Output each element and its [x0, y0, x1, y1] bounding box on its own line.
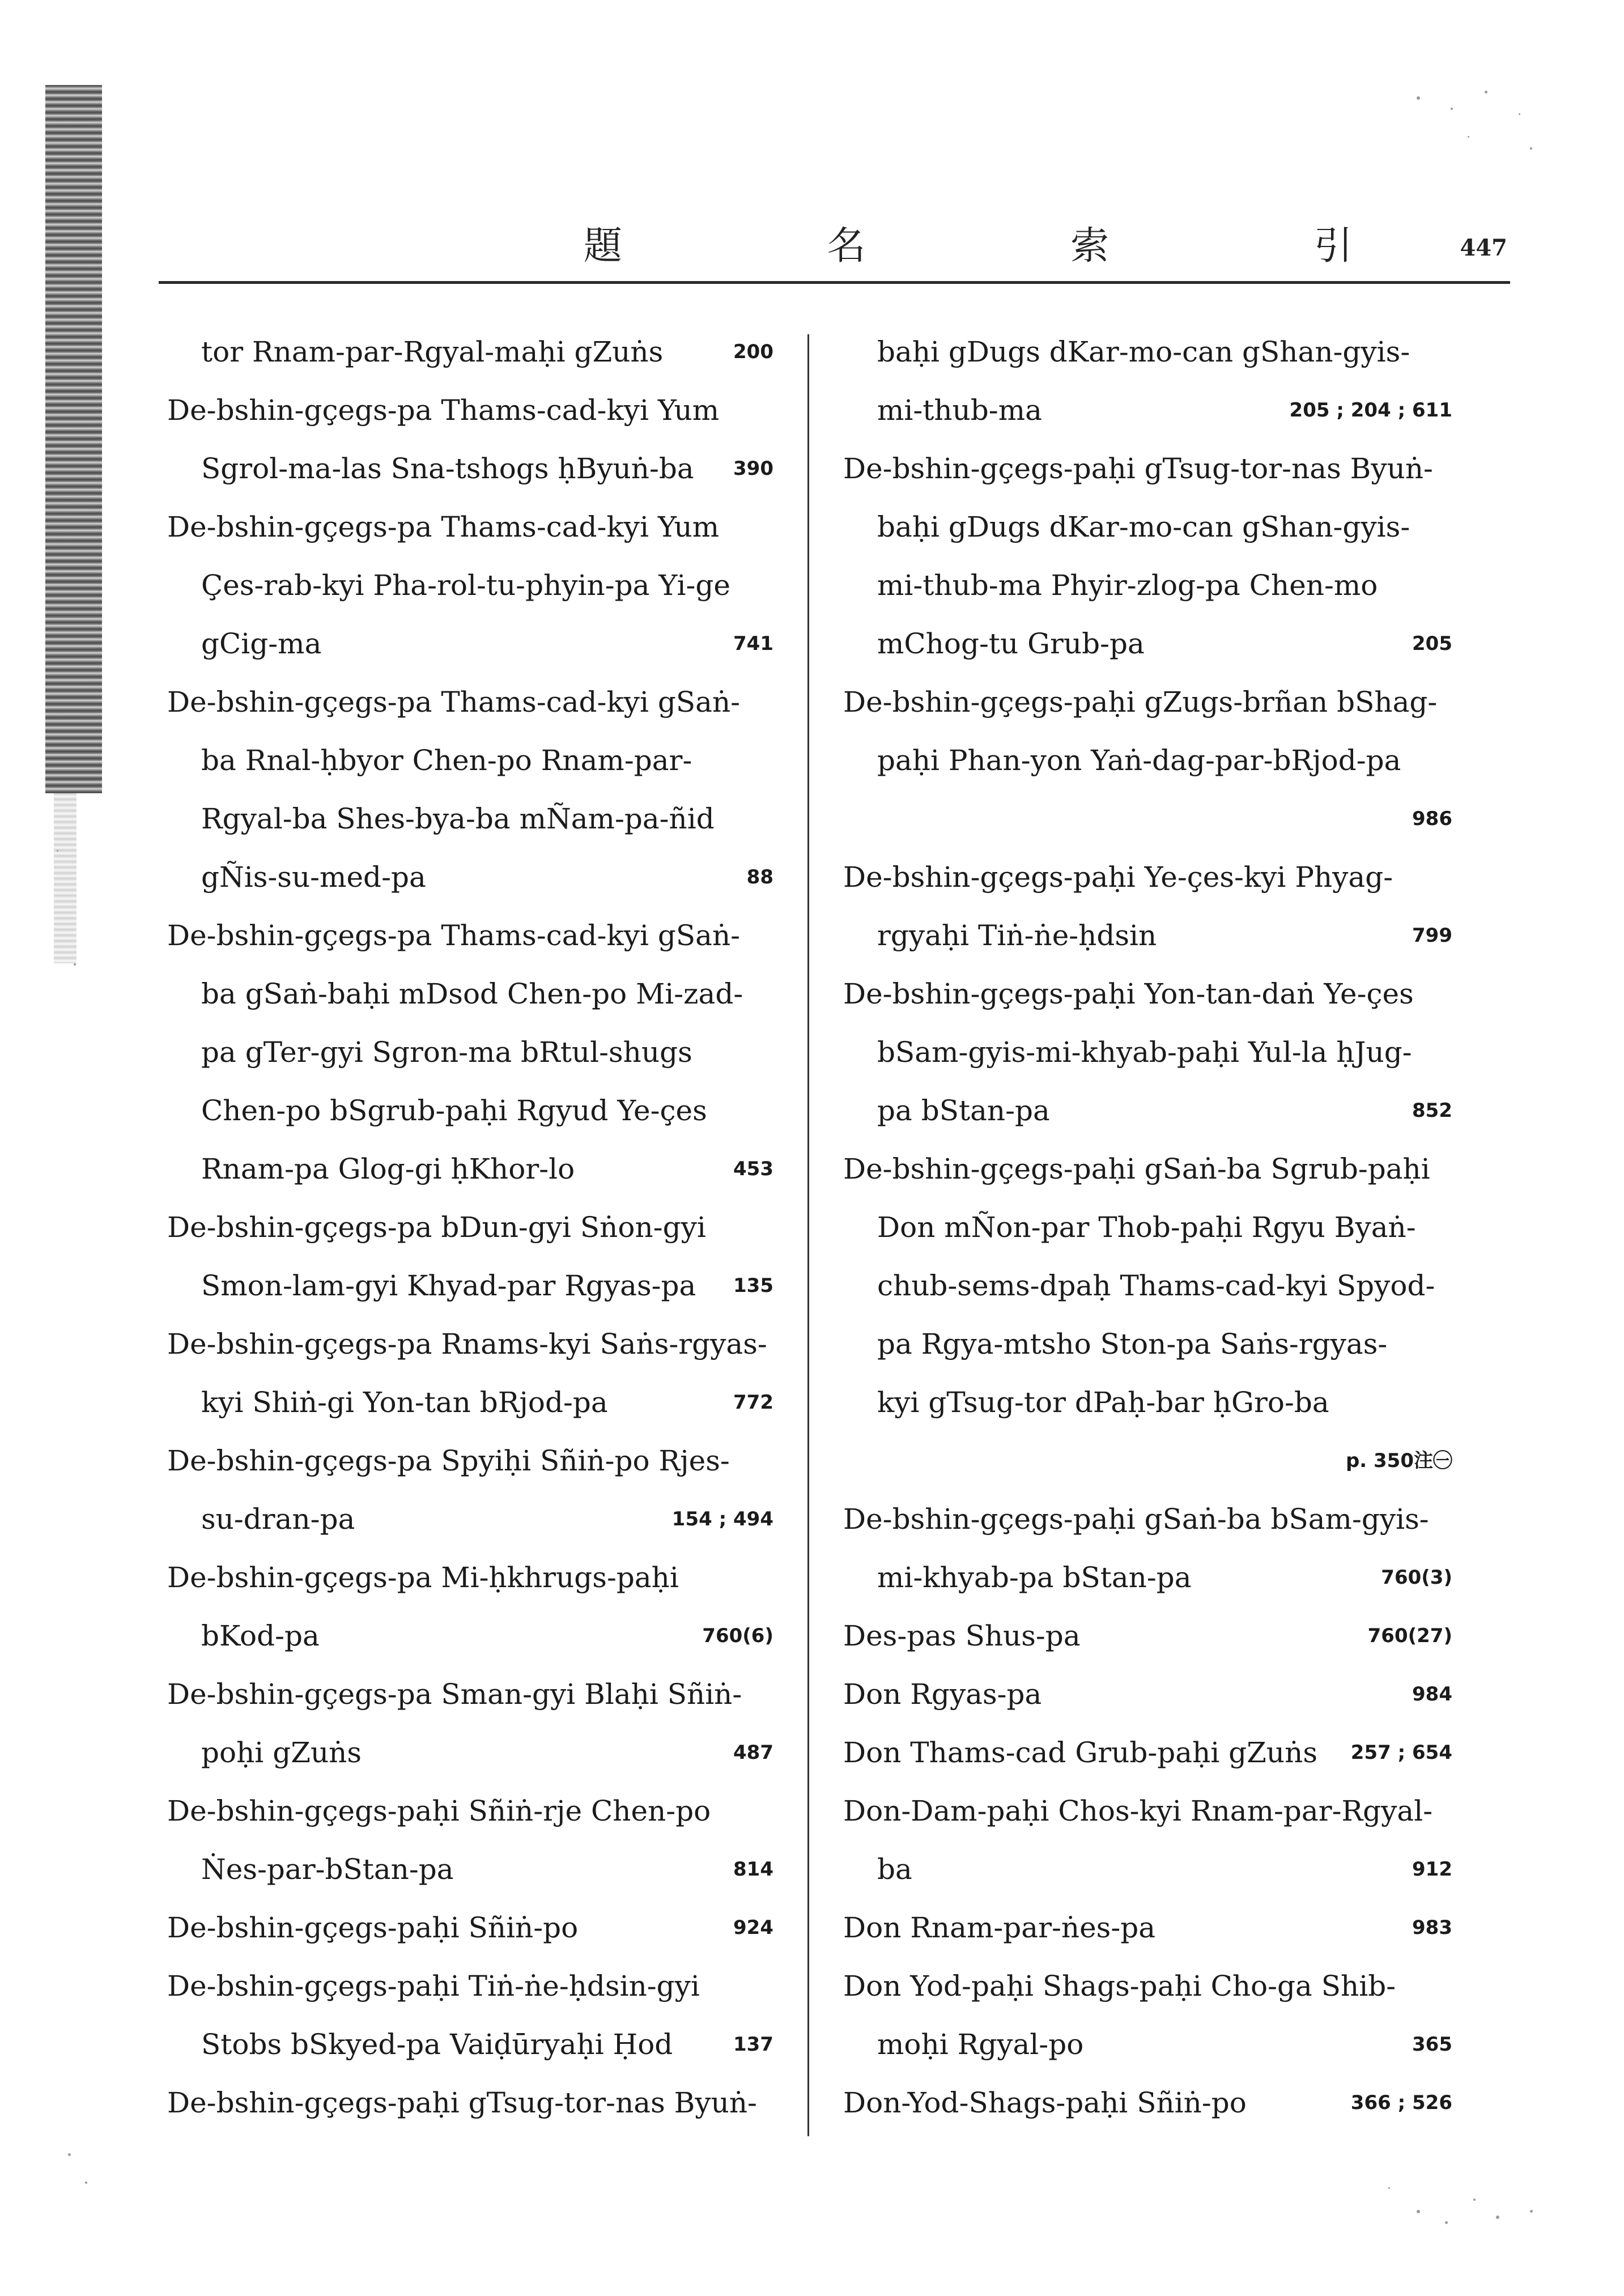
index-entry [167, 1899, 773, 1957]
entry-line [167, 323, 773, 381]
entry-text: Don Rgyas-pa [843, 1678, 1042, 1711]
scan-speck [1451, 108, 1453, 110]
entry-line [167, 790, 773, 848]
entry-line [167, 1607, 773, 1665]
entry-text: mi-khyab-pa bStan-pa [877, 1561, 1192, 1594]
entry-text: poḥi gZuṅs [201, 1736, 362, 1769]
scan-speck [74, 963, 76, 966]
entry-line [167, 673, 773, 732]
page-reference: 814 [733, 1858, 773, 1881]
index-entry [167, 1782, 773, 1899]
entry-line [843, 965, 1452, 1023]
entry-line [843, 1257, 1452, 1315]
scan-speck [1530, 2210, 1533, 2213]
entry-text: pa bStan-pa [877, 1094, 1050, 1127]
scan-speck [1417, 96, 1420, 100]
entry-text: De-bshin-gçegs-pa Rnams-kyi Saṅs-rgyas- [167, 1328, 767, 1360]
entry-line [167, 556, 773, 615]
page-reference: 983 [1412, 1916, 1452, 1939]
entry-line [167, 1023, 773, 1082]
entry-text: gCig-ma [201, 627, 322, 660]
scan-speck [1519, 113, 1520, 115]
entry-text: Don Yod-paḥi Shags-paḥi Cho-ga Shib- [843, 1970, 1396, 2002]
entry-text: De-bshin-gçegs-pa Spyiḥi Sñiṅ-po Rjes- [167, 1444, 730, 1477]
page-reference: 924 [733, 1916, 773, 1939]
page-reference: 799 [1412, 924, 1452, 947]
entry-line [843, 1198, 1452, 1257]
entry-text: bKod-pa [201, 1619, 320, 1652]
entry-line [843, 1374, 1452, 1432]
entry-line [843, 1315, 1452, 1374]
right-column [843, 323, 1452, 2132]
page-reference: 986 [1412, 807, 1452, 830]
entry-text: De-bshin-gçegs-pa Thams-cad-kyi gSaṅ- [167, 919, 741, 952]
page-reference: 200 [733, 341, 773, 363]
page-reference: 760(6) [702, 1625, 773, 1647]
entry-text: ba gSaṅ-baḥi mDsod Chen-po Mi-zad- [201, 977, 743, 1010]
entry-text: Don-Dam-paḥi Chos-kyi Rnam-par-Rgyal- [843, 1795, 1433, 1827]
entry-line [843, 732, 1452, 790]
entry-line [167, 732, 773, 790]
entry-line [843, 323, 1452, 381]
entry-line [843, 1023, 1452, 1082]
index-entry [167, 381, 773, 498]
index-entry [843, 323, 1452, 440]
entry-line [167, 907, 773, 965]
entry-line [843, 381, 1452, 440]
entry-line [843, 848, 1452, 907]
index-entry [843, 440, 1452, 673]
entry-text: Don-Yod-Shags-paḥi Sñiṅ-po [843, 2086, 1247, 2119]
entry-text: rgyaḥi Tiṅ-ṅe-ḥdsin [877, 919, 1157, 952]
page-reference: 741 [733, 632, 773, 655]
index-entry [167, 1549, 773, 1665]
entry-text: su-dran-pa [201, 1503, 355, 1536]
page-reference: 852 [1412, 1099, 1452, 1122]
entry-line [167, 381, 773, 440]
column-divider [807, 334, 809, 2136]
scan-speck [1468, 136, 1469, 138]
entry-text: baḥi gDugs dKar-mo-can gShan-gyis- [877, 511, 1410, 543]
scan-speck [1417, 2210, 1420, 2213]
entry-line [167, 1082, 773, 1140]
entry-text: De-bshin-gçegs-pa bDun-gyi Sṅon-gyi [167, 1211, 706, 1244]
entry-line [167, 1549, 773, 1607]
entry-line [843, 1140, 1452, 1198]
entry-line [167, 1198, 773, 1257]
entry-line [843, 1957, 1452, 2016]
entry-text: De-bshin-gçegs-paḥi Tiṅ-ṅe-ḥdsin-gyi [167, 1970, 700, 2002]
entry-line [843, 1724, 1452, 1782]
entry-text: De-bshin-gçegs-paḥi gSaṅ-ba Sgrub-paḥi [843, 1153, 1430, 1185]
entry-line [167, 1840, 773, 1899]
entry-text: baḥi gDugs dKar-mo-can gShan-gyis- [877, 335, 1410, 368]
entry-line [167, 1432, 773, 1490]
entry-line [843, 673, 1452, 732]
entry-line [843, 907, 1452, 965]
index-entry [843, 1782, 1452, 1899]
entry-text: De-bshin-gçegs-paḥi gTsug-tor-nas Byuṅ- [843, 452, 1433, 485]
entry-text: mChog-tu Grub-pa [877, 627, 1145, 660]
page-reference: 772 [733, 1391, 773, 1414]
entry-line [167, 848, 773, 907]
entry-line [167, 1374, 773, 1432]
entry-text: Don mÑon-par Thob-paḥi Rgyu Byaṅ- [877, 1211, 1416, 1244]
index-entry [167, 1432, 773, 1549]
entry-text: De-bshin-gçegs-pa Thams-cad-kyi Yum [167, 511, 720, 543]
entry-text: Smon-lam-gyi Khyad-par Rgyas-pa [201, 1269, 696, 1302]
entry-text: De-bshin-gçegs-paḥi Ye-çes-kyi Phyag- [843, 861, 1393, 894]
page-number: 447 [1460, 235, 1507, 261]
entry-line [843, 1490, 1452, 1549]
entry-line [167, 440, 773, 498]
entry-text: De-bshin-gçegs-paḥi Sñiṅ-rje Chen-po [167, 1795, 711, 1827]
entry-text: Chen-po bSgrub-paḥi Rgyud Ye-çes [201, 1094, 707, 1127]
index-entry [167, 1957, 773, 2074]
entry-line [167, 498, 773, 556]
entry-text: Rnam-pa Glog-gi ḥKhor-lo [201, 1153, 575, 1185]
index-entry [843, 2074, 1452, 2132]
entry-line [843, 2016, 1452, 2074]
entry-text: De-bshin-gçegs-paḥi Yon-tan-daṅ Ye-çes [843, 977, 1414, 1010]
scan-speck [1473, 2199, 1476, 2201]
entry-line [167, 2016, 773, 2074]
index-entry [167, 1315, 773, 1432]
entry-line [843, 2074, 1452, 2132]
entry-line [167, 1257, 773, 1315]
index-entry [843, 1957, 1452, 2074]
entry-text: De-bshin-gçegs-pa Thams-cad-kyi Yum [167, 394, 720, 427]
index-entry [843, 1724, 1452, 1782]
page-reference: 912 [1412, 1858, 1452, 1881]
entry-text: ba Rnal-ḥbyor Chen-po Rnam-par- [201, 744, 692, 777]
entry-text: De-bshin-gçegs-pa Sman-gyi Blaḥi Sñiṅ- [167, 1678, 742, 1711]
entry-line [843, 1607, 1452, 1665]
index-entry [843, 673, 1452, 848]
entry-text: ba [877, 1853, 912, 1886]
page-reference: 760(27) [1367, 1625, 1452, 1647]
page-reference: 760(3) [1381, 1566, 1452, 1589]
entry-text: gÑis-su-med-pa [201, 861, 426, 894]
index-entry [167, 1198, 773, 1315]
page-reference: 366 ; 526 [1350, 2091, 1452, 2114]
entry-line [843, 1782, 1452, 1840]
index-entry [843, 1607, 1452, 1665]
entry-line [167, 1782, 773, 1840]
entry-line [843, 1082, 1452, 1140]
entry-text: Ṅes-par-bStan-pa [201, 1853, 454, 1886]
entry-text: Don Thams-cad Grub-paḥi gZuṅs [843, 1736, 1317, 1769]
entry-text: pa Rgya-mtsho Ston-pa Saṅs-rgyas- [877, 1328, 1388, 1360]
entry-text: pa gTer-gyi Sgron-ma bRtul-shugs [201, 1036, 692, 1069]
index-entry [843, 848, 1452, 965]
entry-line [167, 1724, 773, 1782]
entry-text: De-bshin-gçegs-paḥi gZugs-brñan bShag- [843, 686, 1438, 718]
scan-speck [1388, 2187, 1390, 2189]
entry-text: paḥi Phan-yon Yaṅ-dag-par-bRjod-pa [877, 744, 1401, 777]
page-reference: 257 ; 654 [1350, 1741, 1452, 1764]
page-header [159, 215, 1507, 283]
index-entry [167, 323, 773, 381]
entry-line [843, 498, 1452, 556]
page-title: 題 名 索 引 [584, 224, 1449, 269]
page-reference: 453 [733, 1158, 773, 1180]
left-column [167, 323, 773, 2132]
entry-line [843, 615, 1452, 673]
scan-speck [85, 2182, 87, 2184]
scan-edge-artifact [45, 85, 102, 793]
scan-edge-artifact-lower [54, 793, 76, 963]
entry-text: chub-sems-dpaḥ Thams-cad-kyi Spyod- [877, 1269, 1435, 1302]
entry-text: Don Rnam-par-ṅes-pa [843, 1911, 1156, 1944]
index-entry [843, 1899, 1452, 1957]
page-reference: 205 [1412, 632, 1452, 655]
entry-text: De-bshin-gçegs-paḥi Sñiṅ-po [167, 1911, 579, 1944]
page-reference: 365 [1412, 2033, 1452, 2056]
entry-text: kyi Shiṅ-gi Yon-tan bRjod-pa [201, 1386, 608, 1419]
entry-line [167, 1490, 773, 1549]
index-entry [167, 1665, 773, 1782]
entry-text: De-bshin-gçegs-paḥi gSaṅ-ba bSam-gyis- [843, 1503, 1429, 1536]
entry-line [167, 1665, 773, 1724]
scan-speck [1496, 2216, 1499, 2219]
entry-line [167, 615, 773, 673]
index-entry [167, 498, 773, 673]
entry-line [167, 1315, 773, 1374]
entry-text: mi-thub-ma Phyir-zlog-pa Chen-mo [877, 569, 1378, 602]
entry-line [843, 440, 1452, 498]
page-reference: 135 [733, 1274, 773, 1297]
entry-line [843, 1840, 1452, 1899]
index-entry [167, 907, 773, 1198]
index-entry [843, 1665, 1452, 1724]
index-entry [843, 1140, 1452, 1490]
entry-text: mi-thub-ma [877, 394, 1042, 427]
page-reference: 487 [733, 1741, 773, 1764]
index-entry [843, 965, 1452, 1140]
entry-text: moḥi Rgyal-po [877, 2028, 1084, 2061]
entry-line [843, 1432, 1452, 1490]
entry-text: Sgrol-ma-las Sna-tshogs ḥByuṅ-ba [201, 452, 694, 485]
entry-line [843, 790, 1452, 848]
page-reference: p. 350注㊀ [1345, 1449, 1452, 1472]
entry-line [843, 556, 1452, 615]
entry-line [843, 1665, 1452, 1724]
entry-text: tor Rnam-par-Rgyal-maḥi gZuṅs [201, 335, 664, 368]
entry-text: Stobs bSkyed-pa Vaiḍūryaḥi Ḥod [201, 2028, 673, 2061]
entry-text: bSam-gyis-mi-khyab-paḥi Yul-la ḥJug- [877, 1036, 1412, 1069]
header-rule [159, 281, 1510, 284]
entry-line [167, 1140, 773, 1198]
entry-text: Des-pas Shus-pa [843, 1619, 1081, 1652]
scan-speck [1530, 147, 1532, 150]
scan-speck [1445, 2221, 1448, 2224]
entry-text: De-bshin-gçegs-paḥi gTsug-tor-nas Byuṅ- [167, 2086, 757, 2119]
entry-line [843, 1549, 1452, 1607]
entry-text: Rgyal-ba Shes-bya-ba mÑam-pa-ñid [201, 802, 715, 835]
page-reference: 984 [1412, 1683, 1452, 1706]
page-reference: 137 [733, 2033, 773, 2056]
entry-line [167, 1899, 773, 1957]
entry-line [167, 1957, 773, 2016]
page-reference: 390 [733, 457, 773, 480]
page-reference: 88 [746, 866, 773, 888]
entry-text: Çes-rab-kyi Pha-rol-tu-phyin-pa Yi-ge [201, 569, 730, 602]
entry-text: De-bshin-gçegs-pa Mi-ḥkhrugs-paḥi [167, 1561, 679, 1594]
scan-speck [1485, 91, 1487, 93]
scan-speck [68, 2153, 71, 2156]
entry-line [843, 1899, 1452, 1957]
index-entry [843, 1490, 1452, 1607]
index-entry [167, 2074, 773, 2132]
entry-line [167, 965, 773, 1023]
index-entry [167, 673, 773, 907]
page-reference: 154 ; 494 [671, 1508, 773, 1530]
entry-text: kyi gTsug-tor dPaḥ-bar ḥGro-ba [877, 1386, 1329, 1419]
entry-text: De-bshin-gçegs-pa Thams-cad-kyi gSaṅ- [167, 686, 741, 718]
entry-line [167, 2074, 773, 2132]
scan-speck [57, 850, 58, 852]
page-reference: 205 ; 204 ; 611 [1289, 399, 1452, 422]
